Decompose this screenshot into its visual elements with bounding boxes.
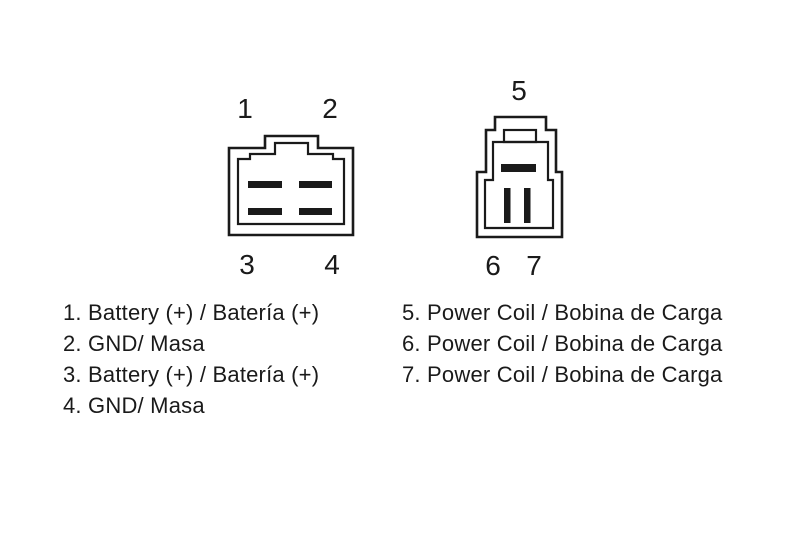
pin-terminal-2 [299, 181, 332, 188]
legend-item-pin4: 4. GND/ Masa [63, 393, 205, 418]
legend-item-pin2: 2. GND/ Masa [63, 331, 205, 356]
pin-terminal-4 [299, 208, 332, 215]
pin-terminal-6 [504, 188, 511, 223]
pin-number-7: 7 [526, 250, 542, 281]
connector-4pin-outer-outline [229, 136, 353, 235]
pin-number-3: 3 [239, 249, 255, 280]
pin-terminal-7 [524, 188, 531, 223]
pin-number-5: 5 [511, 75, 527, 106]
pin-number-1: 1 [237, 93, 253, 124]
connector-3pin [477, 75, 562, 281]
pin-terminal-1 [248, 181, 282, 188]
pin-terminal-3 [248, 208, 282, 215]
connector-3pin-latch [504, 130, 536, 142]
pin-number-4: 4 [324, 249, 340, 280]
legend-item-pin7: 7. Power Coil / Bobina de Carga [402, 362, 723, 387]
connector-3pin-outer-outline [477, 117, 562, 237]
legend-item-pin6: 6. Power Coil / Bobina de Carga [402, 331, 723, 356]
connector-4pin [229, 93, 353, 280]
legend-left-column [63, 297, 319, 421]
legend-item-pin3: 3. Battery (+) / Batería (+) [63, 362, 320, 387]
legend-item-pin1: 1. Battery (+) / Batería (+) [63, 300, 320, 325]
pin-number-2: 2 [322, 93, 338, 124]
legend-right-column [402, 297, 722, 390]
pin-number-6: 6 [485, 250, 501, 281]
pin-terminal-5 [501, 164, 536, 172]
connector-3pin-inner-outline [485, 142, 553, 228]
legend-item-pin5: 5. Power Coil / Bobina de Carga [402, 300, 723, 325]
